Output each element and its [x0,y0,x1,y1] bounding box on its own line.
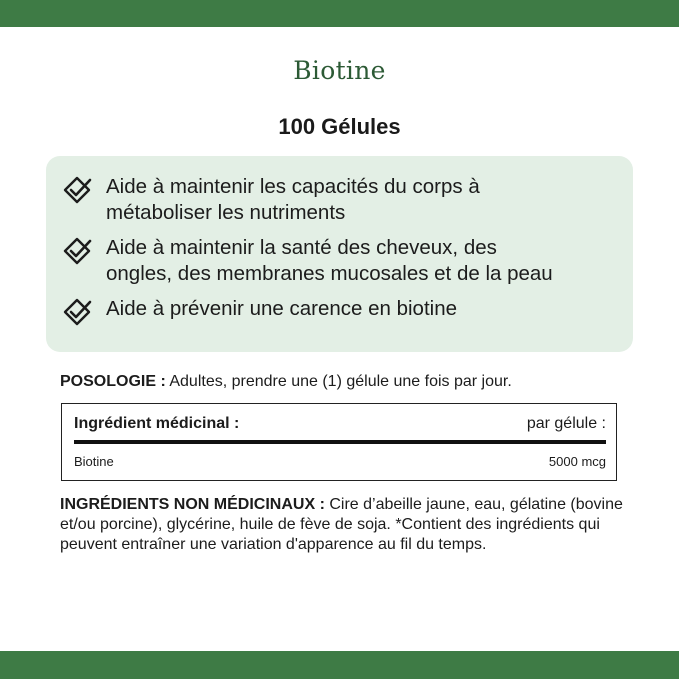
posology-label: POSOLOGIE : [60,373,166,390]
benefit-line: Aide à maintenir la santé des cheveux, des [106,236,497,259]
benefit-line: Aide à prévenir une carence en biotine [106,297,458,320]
top-brand-band [0,0,679,27]
table-row [74,454,606,469]
facts-header [74,415,606,433]
benefit-line: ongles, des membranes mucosales et de la peau [106,262,553,285]
benefit-item [62,296,613,327]
non-medicinal-text: Cire d’abeille jaune, eau, gélatine (bovine et/ou porcine), glycérine, huile de fève de soja. *Contient des ingrédients qui peuvent entraîner une variation d'apparence au fil du temps. [60,496,623,553]
benefit-text [106,296,457,322]
benefit-line: Aide à maintenir les capacités du corps à [106,175,480,198]
product-count: 100 Gélules [278,114,401,139]
bottom-brand-band [0,651,679,679]
check-diamond-icon [62,236,92,266]
posology [60,372,640,392]
benefit-text [106,174,480,226]
ingredient-amount: 5000 mcg [548,454,606,469]
benefit-item [62,174,613,226]
posology-text: Adultes, prendre une (1) gélule une fois par jour. [165,373,512,390]
product-title: Biotine [293,56,386,85]
ingredient-name: Biotine [74,454,114,469]
benefit-item [62,235,613,287]
facts-divider [74,440,606,444]
benefits-panel [46,156,633,352]
benefit-text [106,235,553,287]
ingredient-facts-table [61,403,617,481]
non-medicinal-ingredients [60,495,625,555]
check-diamond-icon [62,175,92,205]
check-diamond-icon [62,297,92,327]
facts-header-per-capsule: par gélule : [526,415,606,432]
benefit-line: métaboliser les nutriments [106,201,346,224]
non-medicinal-label: INGRÉDIENTS NON MÉDICINAUX : [60,496,325,513]
facts-header-ingredient: Ingrédient médicinal : [74,415,240,432]
